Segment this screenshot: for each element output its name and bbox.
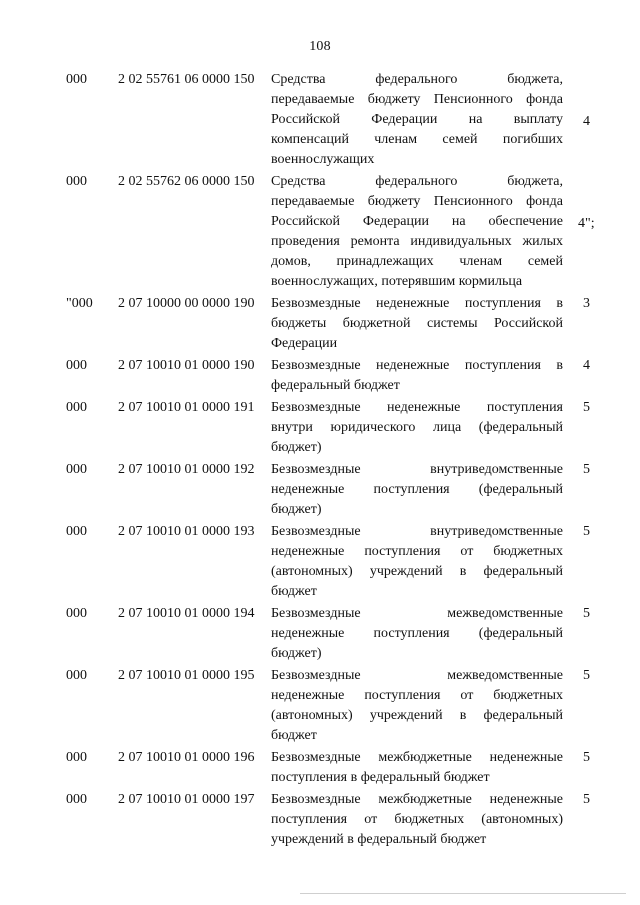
budget-classification-code: 2 07 10010 01 0000 194 <box>118 606 255 621</box>
page-bottom-edge <box>300 893 626 894</box>
row-tail-value: 5 <box>583 668 590 683</box>
description-line: Российской Федерации на обеспечение <box>271 214 563 229</box>
admin-code: 000 <box>66 72 87 87</box>
description-line: неденежные поступления (федеральный <box>271 482 563 497</box>
classification-table <box>0 70 640 852</box>
income-description <box>271 790 563 850</box>
description-line: Безвозмездные межбюджетные неденежные <box>271 792 563 807</box>
income-description <box>271 522 563 602</box>
description-line: домов, принадлежащих членам семей <box>271 254 563 269</box>
description-line: Российской Федерации на выплату <box>271 112 563 127</box>
description-line: поступления в федеральный бюджет <box>271 770 490 785</box>
table-row <box>0 70 640 170</box>
row-tail-value: 5 <box>583 750 590 765</box>
description-line: Федерации <box>271 336 338 351</box>
description-line: военнослужащих <box>271 152 375 167</box>
budget-classification-code: 2 07 10010 01 0000 197 <box>118 792 255 807</box>
description-line: компенсаций членам семей погибших <box>271 132 563 147</box>
budget-classification-code: 2 07 10010 01 0000 190 <box>118 358 255 373</box>
description-line: неденежные поступления от бюджетных <box>271 688 563 703</box>
description-line: внутри юридического лица (федеральный <box>271 420 563 435</box>
budget-classification-code: 2 07 10010 01 0000 192 <box>118 462 255 477</box>
income-description <box>271 666 563 746</box>
admin-code: 000 <box>66 668 87 683</box>
admin-code: 000 <box>66 606 87 621</box>
description-line: неденежные поступления от бюджетных <box>271 544 563 559</box>
row-tail-value: 3 <box>583 296 590 311</box>
table-row <box>0 666 640 746</box>
table-row <box>0 398 640 458</box>
income-description <box>271 294 563 354</box>
description-line: военнослужащих, потерявшим кормильца <box>271 274 523 289</box>
income-description <box>271 604 563 664</box>
description-line: Безвозмездные межбюджетные неденежные <box>271 750 563 765</box>
income-description <box>271 70 563 170</box>
income-description <box>271 356 563 396</box>
income-description <box>271 460 563 520</box>
table-row <box>0 460 640 520</box>
table-row <box>0 172 640 292</box>
description-line: Безвозмездные внутриведомственные <box>271 462 563 477</box>
admin-code: 000 <box>66 750 87 765</box>
row-tail-value: 5 <box>583 792 590 807</box>
table-row <box>0 748 640 788</box>
table-row <box>0 790 640 850</box>
income-description <box>271 172 563 292</box>
table-row <box>0 294 640 354</box>
budget-classification-code: 2 07 10010 01 0000 193 <box>118 524 255 539</box>
admin-code: 000 <box>66 462 87 477</box>
description-line: бюджет <box>271 584 317 599</box>
admin-code: 000 <box>66 792 87 807</box>
description-line: Средства федерального бюджета, <box>271 72 563 87</box>
table-row <box>0 356 640 396</box>
budget-classification-code: 2 07 10010 01 0000 191 <box>118 400 255 415</box>
description-line: федеральный бюджет <box>271 378 400 393</box>
row-tail-value: 4"; <box>578 216 595 231</box>
description-line: бюджет <box>271 728 317 743</box>
description-line: Безвозмездные межведомственные <box>271 606 563 621</box>
page-number: 108 <box>309 39 331 54</box>
budget-classification-code: 2 02 55762 06 0000 150 <box>118 174 255 189</box>
description-line: (автономных) учреждений в федеральный <box>271 564 563 579</box>
income-description <box>271 398 563 458</box>
admin-code: "000 <box>66 296 93 311</box>
budget-classification-code: 2 07 10000 00 0000 190 <box>118 296 255 311</box>
description-line: передаваемые бюджету Пенсионного фонда <box>271 194 563 209</box>
description-line: Безвозмездные внутриведомственные <box>271 524 563 539</box>
budget-classification-code: 2 07 10010 01 0000 196 <box>118 750 255 765</box>
description-line: поступления от бюджетных (автономных) <box>271 812 563 827</box>
table-row <box>0 604 640 664</box>
admin-code: 000 <box>66 400 87 415</box>
row-tail-value: 5 <box>583 606 590 621</box>
budget-classification-code: 2 02 55761 06 0000 150 <box>118 72 255 87</box>
description-line: Безвозмездные неденежные поступления в <box>271 296 563 311</box>
description-line: (автономных) учреждений в федеральный <box>271 708 563 723</box>
row-tail-value: 5 <box>583 462 590 477</box>
description-line: бюджет) <box>271 646 322 661</box>
description-line: Безвозмездные неденежные поступления <box>271 400 563 415</box>
budget-classification-code: 2 07 10010 01 0000 195 <box>118 668 255 683</box>
table-row <box>0 522 640 602</box>
admin-code: 000 <box>66 358 87 373</box>
description-line: бюджеты бюджетной системы Российской <box>271 316 563 331</box>
description-line: Средства федерального бюджета, <box>271 174 563 189</box>
admin-code: 000 <box>66 174 87 189</box>
description-line: неденежные поступления (федеральный <box>271 626 563 641</box>
row-tail-value: 4 <box>583 358 590 373</box>
description-line: Безвозмездные неденежные поступления в <box>271 358 563 373</box>
income-description <box>271 748 563 788</box>
admin-code: 000 <box>66 524 87 539</box>
description-line: бюджет) <box>271 502 322 517</box>
description-line: учреждений в федеральный бюджет <box>271 832 487 847</box>
row-tail-value: 5 <box>583 400 590 415</box>
description-line: Безвозмездные межведомственные <box>271 668 563 683</box>
row-tail-value: 4 <box>583 114 590 129</box>
description-line: передаваемые бюджету Пенсионного фонда <box>271 92 563 107</box>
row-tail-value: 5 <box>583 524 590 539</box>
description-line: проведения ремонта индивидуальных жилых <box>271 234 563 249</box>
description-line: бюджет) <box>271 440 322 455</box>
